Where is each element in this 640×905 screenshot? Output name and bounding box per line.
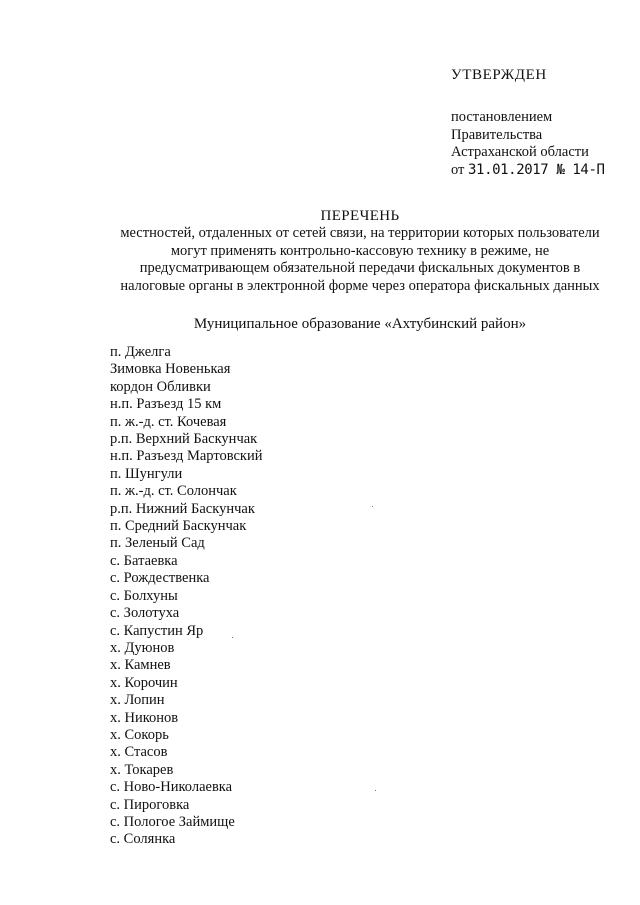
- locality-item: с. Капустин Яр: [110, 622, 204, 639]
- locality-item: р.п. Нижний Баскунчак: [110, 500, 255, 517]
- list-heading: [100, 207, 620, 295]
- locality-item: п. ж.-д. ст. Солончак: [110, 483, 237, 500]
- list-title: ПЕРЕЧЕНЬ: [320, 208, 400, 224]
- locality-item: с. Рождественка: [110, 570, 210, 587]
- municipality-heading: Муниципальное образование «Ахтубинский район»: [193, 316, 527, 332]
- locality-item: Зимовка Новенькая: [110, 361, 231, 378]
- locality-item: п. Джелга: [110, 344, 171, 360]
- scan-speck: [372, 506, 373, 507]
- locality-item: с. Пологое Займище: [110, 813, 235, 830]
- locality-item: н.п. Разъезд 15 км: [110, 396, 222, 413]
- locality-item: с. Солянка: [110, 831, 176, 848]
- locality-item: х. Лопин: [110, 692, 165, 709]
- locality-item: х. Токарев: [110, 761, 174, 778]
- approval-date-line: [451, 162, 631, 180]
- heading-line: предусматривающем обязательной передачи фискальных документов в: [139, 260, 581, 276]
- locality-item: х. Никонов: [110, 709, 179, 726]
- locality-item: п. Зеленый Сад: [110, 535, 205, 552]
- heading-line: местностей, отдаленных от сетей связи, на территории которых пользователи: [120, 225, 600, 241]
- locality-item: с. Золотуха: [110, 605, 180, 622]
- approval-date-number: 31.01.2017 № 14-П: [468, 161, 605, 178]
- approval-line-region: Астраханской области: [451, 144, 589, 160]
- approval-block: [451, 66, 631, 179]
- locality-item: х. Стасов: [110, 744, 168, 761]
- locality-item: с. Пироговка: [110, 796, 190, 813]
- locality-item: р.п. Верхний Баскунчак: [110, 431, 258, 448]
- approval-title: УТВЕРЖДЕН: [451, 67, 547, 83]
- scan-speck: [375, 790, 376, 791]
- locality-item: с. Батаевка: [110, 552, 178, 569]
- locality-item: х. Корочин: [110, 674, 178, 691]
- locality-item: н.п. Разъезд Мартовский: [110, 448, 263, 465]
- scan-speck: [232, 637, 233, 638]
- locality-item: х. Дуюнов: [110, 639, 175, 656]
- locality-item: кордон Обливки: [110, 378, 211, 395]
- approval-date-prefix: от: [451, 161, 469, 178]
- approval-line-resolution: постановлением: [451, 109, 553, 125]
- locality-item: х. Сокорь: [110, 726, 169, 743]
- locality-item: с. Ново-Николаевка: [110, 779, 233, 796]
- locality-item: п. Шунгули: [110, 465, 183, 482]
- locality-item: п. Средний Баскунчак: [110, 518, 247, 535]
- locality-list: [110, 344, 263, 849]
- approval-line-government: Правительства: [451, 126, 543, 143]
- locality-item: х. Камнев: [110, 657, 171, 674]
- heading-line: налоговые органы в электронной форме через оператора фискальных данных: [120, 277, 600, 294]
- heading-line: могут применять контрольно-кассовую технику в режиме, не: [170, 242, 550, 259]
- locality-item: с. Болхуны: [110, 587, 178, 604]
- locality-item: п. ж.-д. ст. Кочевая: [110, 413, 227, 430]
